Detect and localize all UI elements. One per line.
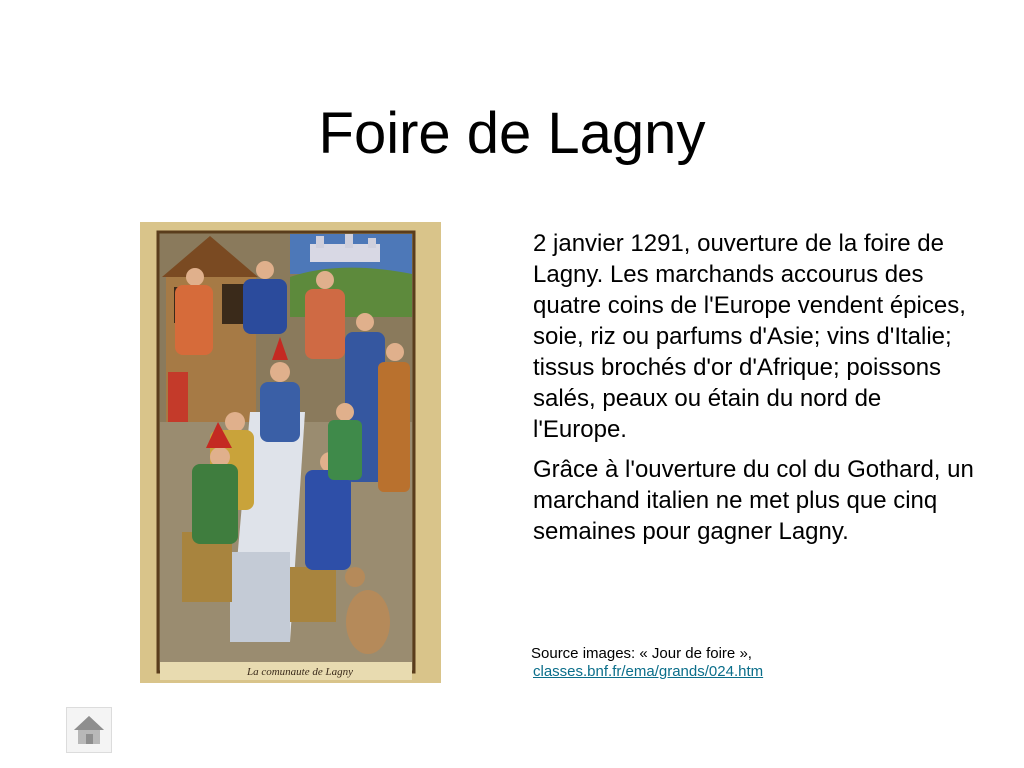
medieval-fair-illustration <box>140 222 441 683</box>
home-icon <box>72 714 106 746</box>
source-label: Source images: « Jour de foire », <box>531 645 752 662</box>
paragraph-2: Grâce à l'ouverture du col du Gothard, un marchand italien ne met plus que cinq semaines pour gagner Lagny. <box>533 456 974 545</box>
body-text <box>506 228 976 556</box>
home-button[interactable] <box>66 707 112 753</box>
slide-title: Foire de Lagny <box>318 101 706 166</box>
illustration-caption: La comunaute de Lagny <box>246 666 354 678</box>
image-source <box>531 645 763 681</box>
source-link[interactable]: classes.bnf.fr/ema/grands/024.htm <box>533 663 764 680</box>
paragraph-1: 2 janvier 1291, ouverture de la foire de Lagny. Les marchands accourus des quatre coins de l'Europe vendent épices, soie, riz ou parfums d'Asie; vins d'Italie; tissus brochés d'or d'Afrique; poissons salés, peaux ou étain du nord de l'Europe. <box>533 230 966 443</box>
